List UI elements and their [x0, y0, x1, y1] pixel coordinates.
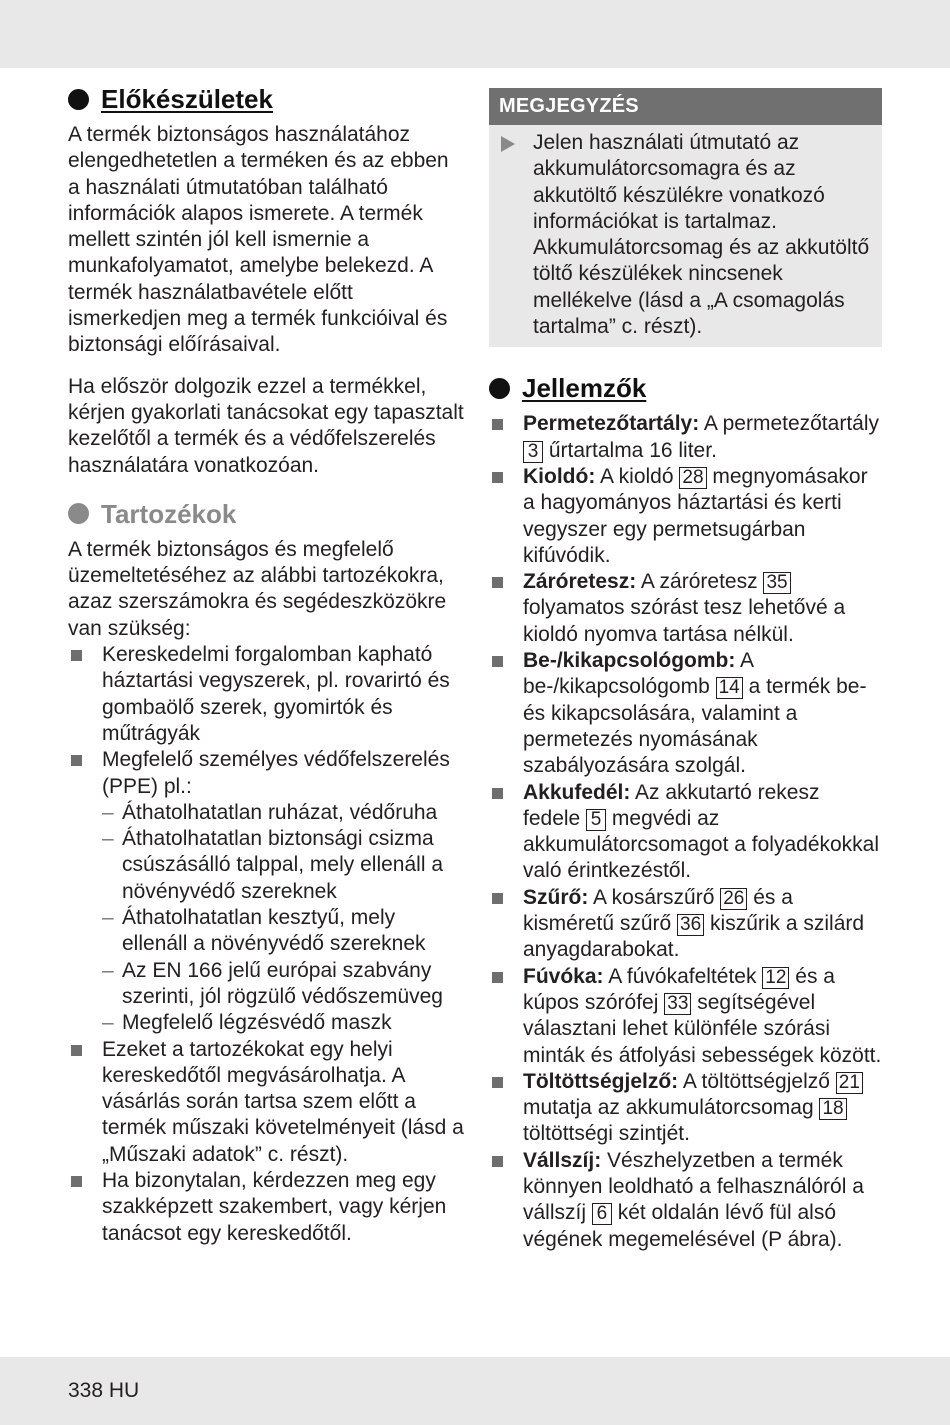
square-bullet-icon: [489, 964, 523, 1069]
section-heading-preparations: Előkészületek: [68, 84, 464, 114]
prep-paragraph-2: Ha először dolgozik ezzel a termékkel, kérjen gyakorlati tanácsokat egy tapasztalt kezelőtől a termék és a védőfelszerelés használatára vonatkozóan.: [68, 374, 464, 477]
section-heading-features: Jellemzők: [489, 373, 882, 403]
note-body: [489, 125, 882, 347]
feature-term: Szűrő:: [523, 885, 589, 909]
note-text: Jelen használati útmutató az akkumulátorcsomagra és az akkutöltő készülékre vonatkozó információkat is tartalmaz. Akkumulátorcsomag és az akkutöltő töltő készülékek nincsenek mellékelve (lásd a „A csomagolás tartalma” c. részt).: [533, 131, 870, 339]
feature-item: Fúvóka: A fúvókafeltétek 12 és a kúpos szórófej 33 segítségével választani lehet különféle szórási minták és átfolyási sebességek között.: [489, 964, 882, 1069]
sub-list-item: – Áthatolhatatlan biztonsági csizma csúszásálló talppal, mely ellenáll a növényvédő szereknek: [102, 826, 464, 905]
feature-term: Permetezőtartály:: [523, 412, 700, 436]
reference-number: 36: [677, 914, 704, 936]
dash-bullet: –: [102, 906, 114, 930]
left-column: [68, 84, 464, 1247]
list-item: Ha bizonytalan, kérdezzen meg egy szakképzett szakembert, vagy kérjen tanácsot egy kereskedőtől.: [68, 1168, 464, 1247]
reference-number: 35: [763, 572, 790, 594]
feature-item: Be-/kikapcsológomb: A be-/kikapcsológomb 14 a termék be- és kikapcsolására, valamint a permetezés nyomásának szabályozására szolgál.: [489, 648, 882, 779]
right-column: [489, 88, 882, 1253]
square-bullet-icon: [68, 642, 102, 747]
list-item: Kereskedelmi forgalomban kapható háztartási vegyszerek, pl. rovarirtó és gombaölő szerek, gyomirtók és műtrágyák: [68, 642, 464, 747]
feature-term: Akkufedél:: [523, 780, 631, 804]
feature-item: Vállszíj: Vészhelyzetben a termék könnyen leoldható a felhasználóról a vállszíj 6 két oldalán lévő fül alsó végének megemelésével (P ábra).: [489, 1148, 882, 1253]
square-bullet-icon: [68, 1037, 102, 1168]
square-bullet-icon: [68, 747, 102, 800]
feature-item: Záróretesz: A záróretesz 35 folyamatos szórást tesz lehetővé a kioldó nyomva tartása nélkül.: [489, 569, 882, 648]
bullet-dot-icon: [489, 378, 510, 399]
feature-item: Töltöttségjelző: A töltöttségjelző 21 mutatja az akkumulátorcsomag 18 töltöttségi szintjét.: [489, 1069, 882, 1148]
triangle-bullet-icon: [499, 130, 533, 340]
square-bullet-icon: [489, 780, 523, 885]
feature-term: Vállszíj:: [523, 1148, 602, 1172]
header-band: [0, 0, 950, 68]
sub-list-item: – Áthatolhatatlan kesztyű, mely ellenáll a növényvédő szereknek: [102, 905, 464, 958]
reference-number: 33: [664, 993, 691, 1015]
feature-item: Szűrő: A kosárszűrő 26 és a kisméretű szűrő 36 kiszűrik a szilárd anyagdarabokat.: [489, 885, 882, 964]
feature-term: Töltöttségjelző:: [523, 1069, 679, 1093]
sub-list-item: – Megfelelő légzésvédő maszk: [102, 1010, 464, 1036]
feature-term: Be-/kikapcsológomb:: [523, 649, 736, 673]
feature-item: Kioldó: A kioldó 28 megnyomásakor a hagyományos háztartási és kerti vegyszer egy permetsugárban kifúvódik.: [489, 464, 882, 569]
square-bullet-icon: [489, 1148, 523, 1253]
sub-list-item: – Áthatolhatatlan ruházat, védőruha: [102, 800, 464, 826]
reference-number: 14: [716, 677, 743, 699]
feature-term: Fúvóka:: [523, 964, 604, 988]
page-number: 338 HU: [68, 1379, 140, 1402]
prep-paragraph-1: A termék biztonságos használatához elengedhetetlen a terméken és az ebben a használati útmutatóban található információk alapos ismerete. A termék mellett szintén jól kell ismernie a munkafolyamatot, amelybe belekezd. A termék használatbavétele előtt ismerkedjen meg a termék funkcióival és biztonsági előírásaival.: [68, 123, 449, 357]
list-item: Ezeket a tartozékokat egy helyi kereskedőtől megvásárolhatja. A vásárlás során tartsa szem előtt a termék műszaki követelményeit (lásd a „Műszaki adatok” c. részt).: [68, 1037, 464, 1168]
reference-number: 28: [679, 467, 706, 489]
sub-list-item: – Az EN 166 jelű európai szabvány szerinti, jól rögzülő védőszemüveg: [102, 958, 464, 1011]
reference-number: 12: [762, 967, 789, 989]
reference-number: 18: [819, 1098, 846, 1120]
bullet-dot-icon: [68, 503, 89, 524]
feature-term: Záróretesz:: [523, 570, 637, 594]
dash-bullet: –: [102, 800, 114, 824]
dash-bullet: –: [102, 958, 114, 982]
footer-band: [0, 1357, 950, 1425]
square-bullet-icon: [68, 1168, 102, 1247]
reference-number: 3: [523, 441, 543, 463]
reference-number: 21: [836, 1072, 863, 1094]
square-bullet-icon: [489, 569, 523, 648]
square-bullet-icon: [489, 1069, 523, 1148]
bullet-dot-icon: [68, 89, 89, 110]
feature-item: Akkufedél: Az akkutartó rekesz fedele 5 megvédi az akkumulátorcsomagot a folyadékokkal való érintkezéstől.: [489, 780, 882, 885]
feature-item: Permetezőtartály: A permetezőtartály 3 űrtartalma 16 liter.: [489, 411, 882, 464]
list-item: Megfelelő személyes védőfelszerelés (PPE) pl.:: [68, 747, 464, 800]
section-heading-accessories: Tartozékok: [68, 499, 464, 529]
note-title: MEGJEGYZÉS: [489, 88, 882, 125]
square-bullet-icon: [489, 411, 523, 464]
square-bullet-icon: [489, 885, 523, 964]
reference-number: 26: [720, 888, 747, 910]
square-bullet-icon: [489, 648, 523, 779]
reference-number: 6: [592, 1203, 612, 1225]
dash-bullet: –: [102, 1011, 114, 1035]
reference-number: 5: [586, 809, 606, 831]
dash-bullet: –: [102, 827, 114, 851]
square-bullet-icon: [489, 464, 523, 569]
feature-term: Kioldó:: [523, 464, 596, 488]
note-box: [489, 88, 882, 347]
accessories-intro: A termék biztonságos és megfelelő üzemeltetéséhez az alábbi tartozékokra, azaz szerszámokra és segédeszközökre van szükség:: [68, 537, 447, 640]
